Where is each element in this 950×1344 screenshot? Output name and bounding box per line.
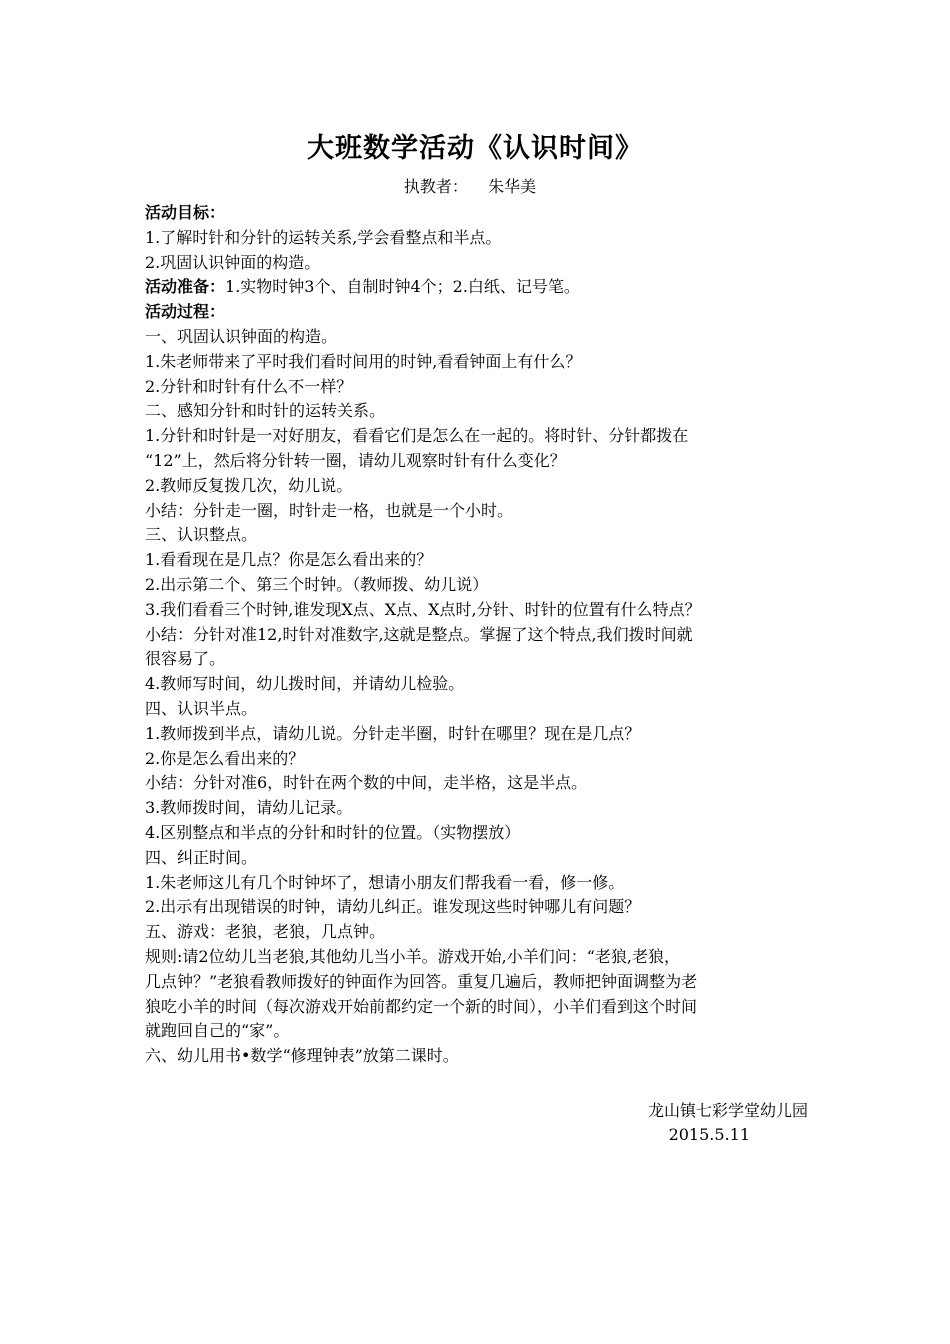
goal-line: 2.巩固认识钟面的构造。 bbox=[145, 252, 321, 272]
process-line: 2.分针和时针有什么不一样？ bbox=[145, 376, 353, 396]
author-line: 执教者： 朱华美 bbox=[403, 177, 537, 196]
process-line: 3.我们看看三个时钟,谁发现X点、X点、X点时,分针、时针的位置有什么特点？ bbox=[145, 599, 701, 619]
process-line: 狼吃小羊的时间（每次游戏开始前都约定一个新的时间），小羊们看到这个时间 bbox=[145, 996, 698, 1016]
process-line: 一、巩固认识钟面的构造。 bbox=[145, 326, 338, 346]
process-line: 小结：分针走一圈，时针走一格，也就是一个小时。 bbox=[145, 500, 514, 520]
process-line: 规则:请2位幼儿当老狼,其他幼儿当小羊。游戏开始,小羊们问：“老狼,老狼， bbox=[145, 946, 681, 966]
process-line: 很容易了。 bbox=[145, 649, 226, 669]
goals-heading: 活动目标： bbox=[145, 203, 226, 222]
process-line: 六、幼儿用书•数学“修理钟表”放第二课时。 bbox=[145, 1046, 459, 1066]
prep-line bbox=[145, 275, 813, 300]
process-line: 1.分针和时针是一对好朋友，看看它们是怎么在一起的。将时针、分针都拨在 bbox=[145, 426, 689, 446]
process-heading: 活动过程： bbox=[145, 302, 226, 322]
process-line: 3.教师拨时间，请幼儿记录。 bbox=[145, 798, 353, 818]
process-line: 1.看看现在是几点？你是怎么看出来的？ bbox=[145, 550, 433, 570]
goal-line: 1.了解时针和分针的运转关系,学会看整点和半点。 bbox=[145, 227, 502, 247]
process-line: 三、认识整点。 bbox=[145, 525, 258, 545]
process-line: 几点钟？”老狼看教师拨好的钟面作为回答。重复几遍后，教师把钟面调整为老 bbox=[145, 971, 698, 991]
prep-heading: 活动准备： bbox=[145, 277, 226, 297]
process-line: 1.朱老师带来了平时我们看时间用的时钟,看看钟面上有什么？ bbox=[145, 351, 582, 371]
process-line: 小结：分针对准12,时针对准数字,这就是整点。掌握了这个特点,我们拨时间就 bbox=[145, 624, 693, 644]
process-line: 4.区别整点和半点的分针和时针的位置。（实物摆放） bbox=[145, 822, 521, 842]
process-line: 4.教师写时间，幼儿拨时间，并请幼儿检验。 bbox=[145, 674, 465, 694]
prep-text: 1.实物时钟3个、自制时钟4个；2.白纸、记号笔。 bbox=[225, 277, 580, 297]
process-line: 2.教师反复拨几次，幼儿说。 bbox=[145, 475, 353, 495]
process-line: 2.出示有出现错误的时钟，请幼儿纠正。谁发现这些时钟哪儿有问题？ bbox=[145, 897, 641, 917]
goals-list bbox=[145, 226, 813, 276]
document-title: 大班数学活动《认识时间》 bbox=[307, 133, 643, 164]
process-line: “12”上，然后将分针转一圈，请幼儿观察时针有什么变化？ bbox=[145, 450, 566, 470]
process-line: 2.出示第二个、第三个时钟。（教师拨、幼儿说） bbox=[145, 574, 489, 594]
process-line: 1.教师拨到半点，请幼儿说。分针走半圈，时针在哪里？现在是几点？ bbox=[145, 723, 641, 743]
process-line: 四、纠正时间。 bbox=[145, 847, 258, 867]
process-line: 五、游戏：老狼，老狼，几点钟。 bbox=[145, 922, 386, 942]
process-line: 2.你是怎么看出来的？ bbox=[145, 748, 305, 768]
footer-date: 2015.5.11 bbox=[668, 1125, 750, 1144]
footer-organization: 龙山镇七彩学堂幼儿园 bbox=[647, 1101, 808, 1120]
process-line: 四、认识半点。 bbox=[145, 698, 258, 718]
process-line: 就跑回自己的“家”。 bbox=[145, 1021, 290, 1041]
document-body bbox=[145, 201, 813, 1069]
process-line: 1.朱老师这儿有几个时钟坏了，想请小朋友们帮我看一看，修一修。 bbox=[145, 872, 625, 892]
process-line: 二、感知分针和时针的运转关系。 bbox=[145, 401, 386, 421]
process-line: 小结：分针对准6，时针在两个数的中间，走半格，这是半点。 bbox=[145, 773, 588, 793]
process-list bbox=[145, 325, 813, 1069]
